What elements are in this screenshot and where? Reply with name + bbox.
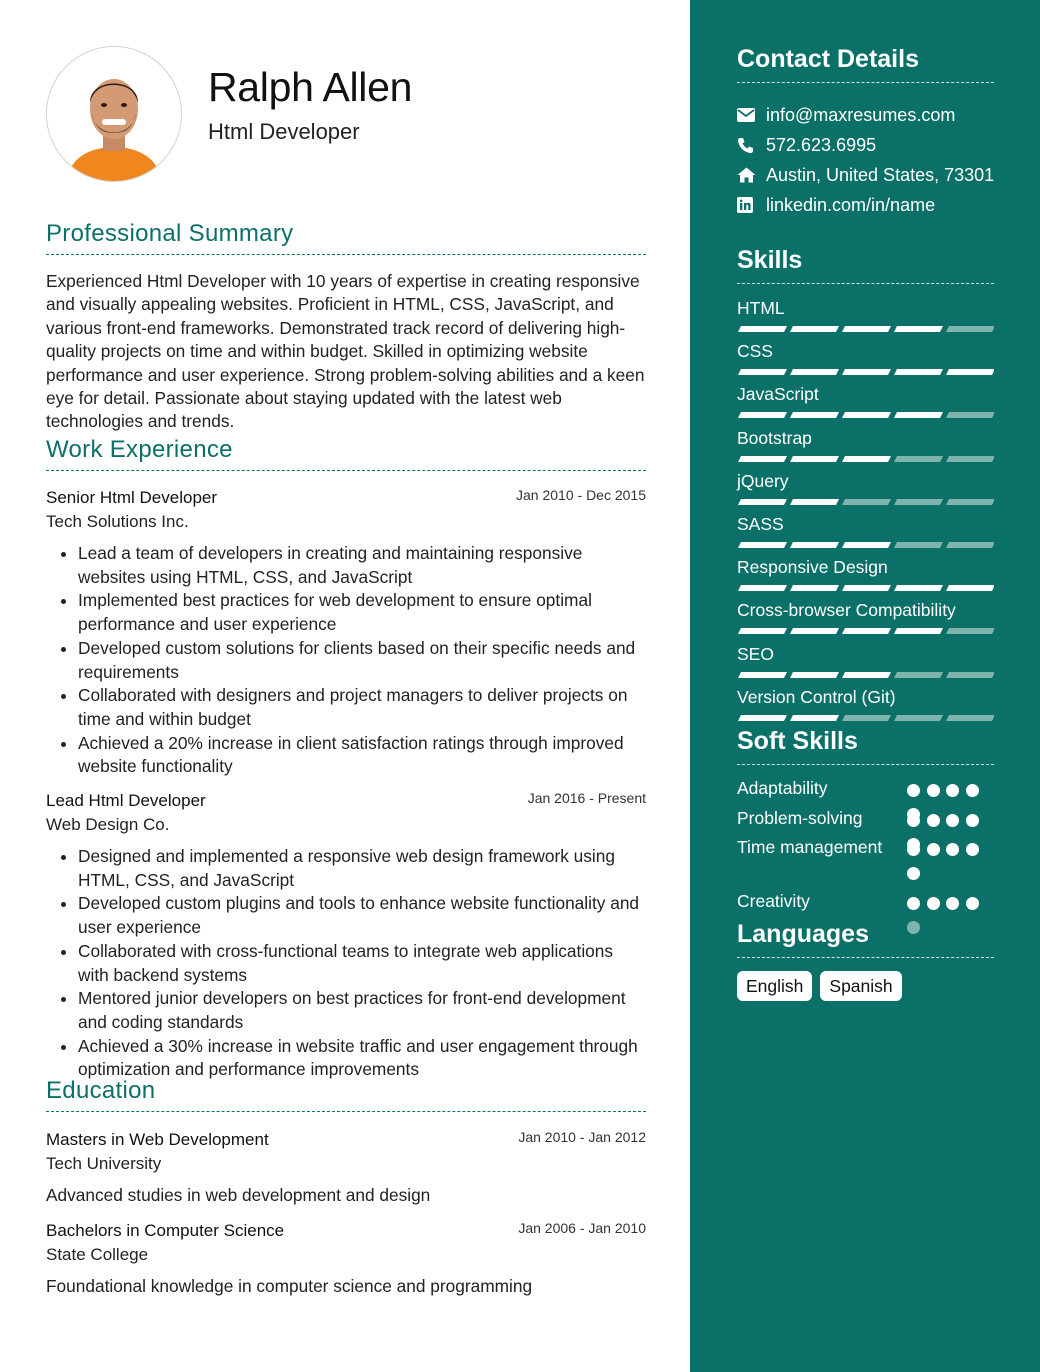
job-bullet: • Lead a team of developers in creating and maintaining responsive websites using HTML, CSS, and JavaScript <box>78 542 646 589</box>
skill-level-bar <box>737 412 994 418</box>
skill-segment-filled <box>790 369 839 375</box>
skill-level-bar <box>737 326 994 332</box>
skill-level-bar <box>737 585 994 591</box>
soft-skill-name: Adaptability <box>737 778 828 798</box>
skill-segment-filled <box>842 585 891 591</box>
job-bullet: • Achieved a 30% increase in website traffic and user engagement through optimization and performance improvements <box>78 1035 646 1082</box>
dot-filled <box>907 814 920 827</box>
skill-level-bar <box>737 369 994 375</box>
education-description: Foundational knowledge in computer science and programming <box>46 1276 533 1296</box>
skill-segment-filled <box>738 412 787 418</box>
job-dates: Jan 2010 - Dec 2015 <box>516 487 646 503</box>
skill-segment-filled <box>738 628 787 634</box>
skill-segment-filled <box>738 672 787 678</box>
education-dates: Jan 2010 - Jan 2012 <box>518 1129 646 1145</box>
soft-skill-name: Problem-solving <box>737 808 863 828</box>
job-bullet: • Achieved a 20% increase in client satisfaction ratings through improved website functionality <box>78 732 646 779</box>
skill-segment-empty <box>946 715 994 721</box>
education-entry <box>46 1220 646 1297</box>
soft-skill-item <box>737 776 1007 806</box>
job-entry <box>46 790 646 1082</box>
section-title-contact: Contact Details <box>737 45 994 83</box>
dot-filled <box>946 843 959 856</box>
section-title-education: Education <box>46 1077 646 1112</box>
skill-name: JavaScript <box>737 384 819 405</box>
soft-skill-name: Creativity <box>737 891 810 911</box>
section-title-skills: Skills <box>737 246 994 284</box>
skill-segment-filled <box>738 542 787 548</box>
skill-segment-filled <box>790 542 839 548</box>
skill-level-bar <box>737 628 994 634</box>
profile-photo <box>47 47 181 181</box>
contact-phone[interactable] <box>737 130 1027 160</box>
degree: Bachelors in Computer Science <box>46 1221 285 1240</box>
skill-segment-empty <box>946 456 994 462</box>
job-bullet: • Developed custom solutions for clients based on their specific needs and requirements <box>78 637 646 684</box>
soft-skill-item <box>737 889 1007 919</box>
contact-address <box>737 160 1027 190</box>
skill-segment-empty <box>842 715 891 721</box>
job-dates: Jan 2016 - Present <box>527 790 646 806</box>
skill-segment-filled <box>842 542 891 548</box>
skill-segment-empty <box>946 628 994 634</box>
linkedin-icon <box>737 197 766 213</box>
skill-name: Cross-browser Compatibility <box>737 600 956 621</box>
dot-filled <box>966 784 979 797</box>
section-title-soft-skills: Soft Skills <box>737 727 994 765</box>
skill-segment-filled <box>842 326 891 332</box>
job-bullets <box>46 845 646 1082</box>
skill-name: SEO <box>737 643 774 664</box>
skill-level-bar <box>737 715 994 721</box>
skill-segment-filled <box>842 412 891 418</box>
skill-segment-filled <box>842 628 891 634</box>
soft-skill-item <box>737 806 1007 835</box>
dot-filled <box>946 897 959 910</box>
skill-segment-filled <box>738 715 787 721</box>
dot-filled <box>966 814 979 827</box>
job-company: Web Design Co. <box>46 815 170 834</box>
skill-name: HTML <box>737 298 785 318</box>
dot-filled <box>966 897 979 910</box>
skill-segment-empty <box>894 715 943 721</box>
education-dates: Jan 2006 - Jan 2010 <box>518 1220 646 1236</box>
skill-segment-empty <box>842 499 891 505</box>
job-entry <box>46 487 646 779</box>
soft-skill-name: Time management <box>737 837 883 857</box>
dot-filled <box>907 897 920 910</box>
school: Tech University <box>46 1154 162 1173</box>
skill-item <box>737 642 994 685</box>
skill-segment-filled <box>946 369 994 375</box>
skill-segment-filled <box>842 672 891 678</box>
skill-item <box>737 426 994 469</box>
skill-item <box>737 598 994 641</box>
skill-segment-filled <box>894 585 943 591</box>
skill-segment-filled <box>842 369 891 375</box>
skill-segment-empty <box>946 542 994 548</box>
language-tag: Spanish <box>820 971 901 1001</box>
skill-segment-filled <box>738 456 787 462</box>
dot-filled <box>946 814 959 827</box>
education-entry <box>46 1129 646 1206</box>
skill-segment-filled <box>894 326 943 332</box>
contact-linkedin[interactable] <box>737 190 1027 220</box>
skill-segment-empty <box>894 672 943 678</box>
section-title-summary: Professional Summary <box>46 220 646 255</box>
section-title-work: Work Experience <box>46 436 646 471</box>
degree: Masters in Web Development <box>46 1130 269 1149</box>
skill-name: CSS <box>737 341 773 362</box>
job-bullet: • Developed custom plugins and tools to enhance website functionality and user experience <box>78 892 646 939</box>
skill-segment-filled <box>738 369 787 375</box>
job-bullet: • Mentored junior developers on best practices for front-end development and coding standards <box>78 987 646 1034</box>
skill-level-bar <box>737 542 994 548</box>
envelope-icon <box>737 108 766 122</box>
skill-item <box>737 339 994 382</box>
job-bullet: • Implemented best practices for web development to ensure optimal performance and user experience <box>78 589 646 636</box>
dot-filled <box>966 843 979 856</box>
skill-item <box>737 685 994 728</box>
skill-segment-filled <box>790 585 839 591</box>
skill-item <box>737 512 994 555</box>
skill-segment-filled <box>790 672 839 678</box>
skill-segment-filled <box>894 412 943 418</box>
skill-segment-empty <box>894 456 943 462</box>
dot-filled <box>946 784 959 797</box>
contact-address-text: Austin, United States, 73301 <box>766 164 995 185</box>
job-bullet: • Collaborated with designers and project managers to deliver projects on time and within budget <box>78 684 646 731</box>
job-company: Tech Solutions Inc. <box>46 512 189 531</box>
candidate-name: Ralph Allen <box>208 64 413 110</box>
dot-filled <box>907 867 920 880</box>
skill-segment-filled <box>894 369 943 375</box>
job-title: Senior Html Developer <box>46 488 218 507</box>
skill-segment-filled <box>946 585 994 591</box>
dot-filled <box>907 843 920 856</box>
languages-list <box>737 971 902 1001</box>
skill-segment-filled <box>842 456 891 462</box>
contact-email-text: info@maxresumes.com <box>766 104 956 125</box>
skill-segment-filled <box>790 456 839 462</box>
skill-item <box>737 555 994 598</box>
skill-segment-empty <box>894 542 943 548</box>
skill-segment-filled <box>790 715 839 721</box>
skill-name: Bootstrap <box>737 427 812 448</box>
skill-item <box>737 382 994 425</box>
job-bullets <box>46 542 646 779</box>
skill-item <box>737 296 994 339</box>
skill-segment-empty <box>894 499 943 505</box>
dot-filled <box>927 784 940 797</box>
home-icon <box>737 167 766 183</box>
skill-level-bar <box>737 499 994 505</box>
job-title: Lead Html Developer <box>46 791 206 810</box>
job-bullet: • Designed and implemented a responsive web design framework using HTML, CSS, and JavaScript <box>78 845 646 892</box>
contact-list <box>737 100 1027 220</box>
school: State College <box>46 1245 149 1264</box>
skill-item <box>737 469 994 512</box>
phone-icon <box>737 137 766 154</box>
skill-segment-filled <box>790 628 839 634</box>
skill-name: jQuery <box>737 470 789 491</box>
skill-segment-empty <box>946 412 994 418</box>
skill-segment-filled <box>790 326 839 332</box>
skill-segment-empty <box>946 499 994 505</box>
skill-level-bar <box>737 672 994 678</box>
skill-name: Version Control (Git) <box>737 686 896 707</box>
skill-segment-filled <box>738 585 787 591</box>
job-bullet: • Collaborated with cross-functional teams to integrate web applications with backend systems <box>78 940 646 987</box>
dot-filled <box>927 843 940 856</box>
skill-level-bar <box>737 456 994 462</box>
skill-segment-filled <box>894 628 943 634</box>
soft-skills-list <box>737 776 1007 919</box>
section-title-languages: Languages <box>737 920 994 958</box>
skill-segment-filled <box>738 326 787 332</box>
candidate-role: Html Developer <box>208 119 360 144</box>
soft-skill-dots <box>907 843 982 883</box>
skills-list <box>737 296 994 728</box>
skill-segment-filled <box>790 412 839 418</box>
dot-filled <box>927 814 940 827</box>
skill-segment-filled <box>790 499 839 505</box>
skill-segment-filled <box>738 499 787 505</box>
contact-phone-text: 572.623.6995 <box>766 134 877 155</box>
sidebar <box>690 0 1040 1372</box>
contact-linkedin-text: linkedin.com/in/name <box>766 194 936 215</box>
contact-email[interactable] <box>737 100 1027 130</box>
skill-segment-empty <box>946 672 994 678</box>
skill-name: Responsive Design <box>737 557 888 578</box>
skill-name: SASS <box>737 513 784 534</box>
dot-filled <box>907 784 920 797</box>
summary-text: Experienced Html Developer with 10 years of expertise in creating responsive and visually appealing websites. Proficient in HTML, CSS, JavaScript, and various front-end frameworks. Demonstrated track record of delivering high-quality projects on time and within budget. Skilled in optimizing website performance and user experience. Strong problem-solving abilities and a keen eye for detail. Passionate about staying updated with the latest web technologies and trends. <box>46 271 645 432</box>
language-tag: English <box>737 971 812 1001</box>
dot-filled <box>927 897 940 910</box>
education-description: Advanced studies in web development and design <box>46 1185 431 1205</box>
avatar <box>46 46 182 182</box>
skill-segment-empty <box>946 326 994 332</box>
soft-skill-item <box>737 835 1007 889</box>
